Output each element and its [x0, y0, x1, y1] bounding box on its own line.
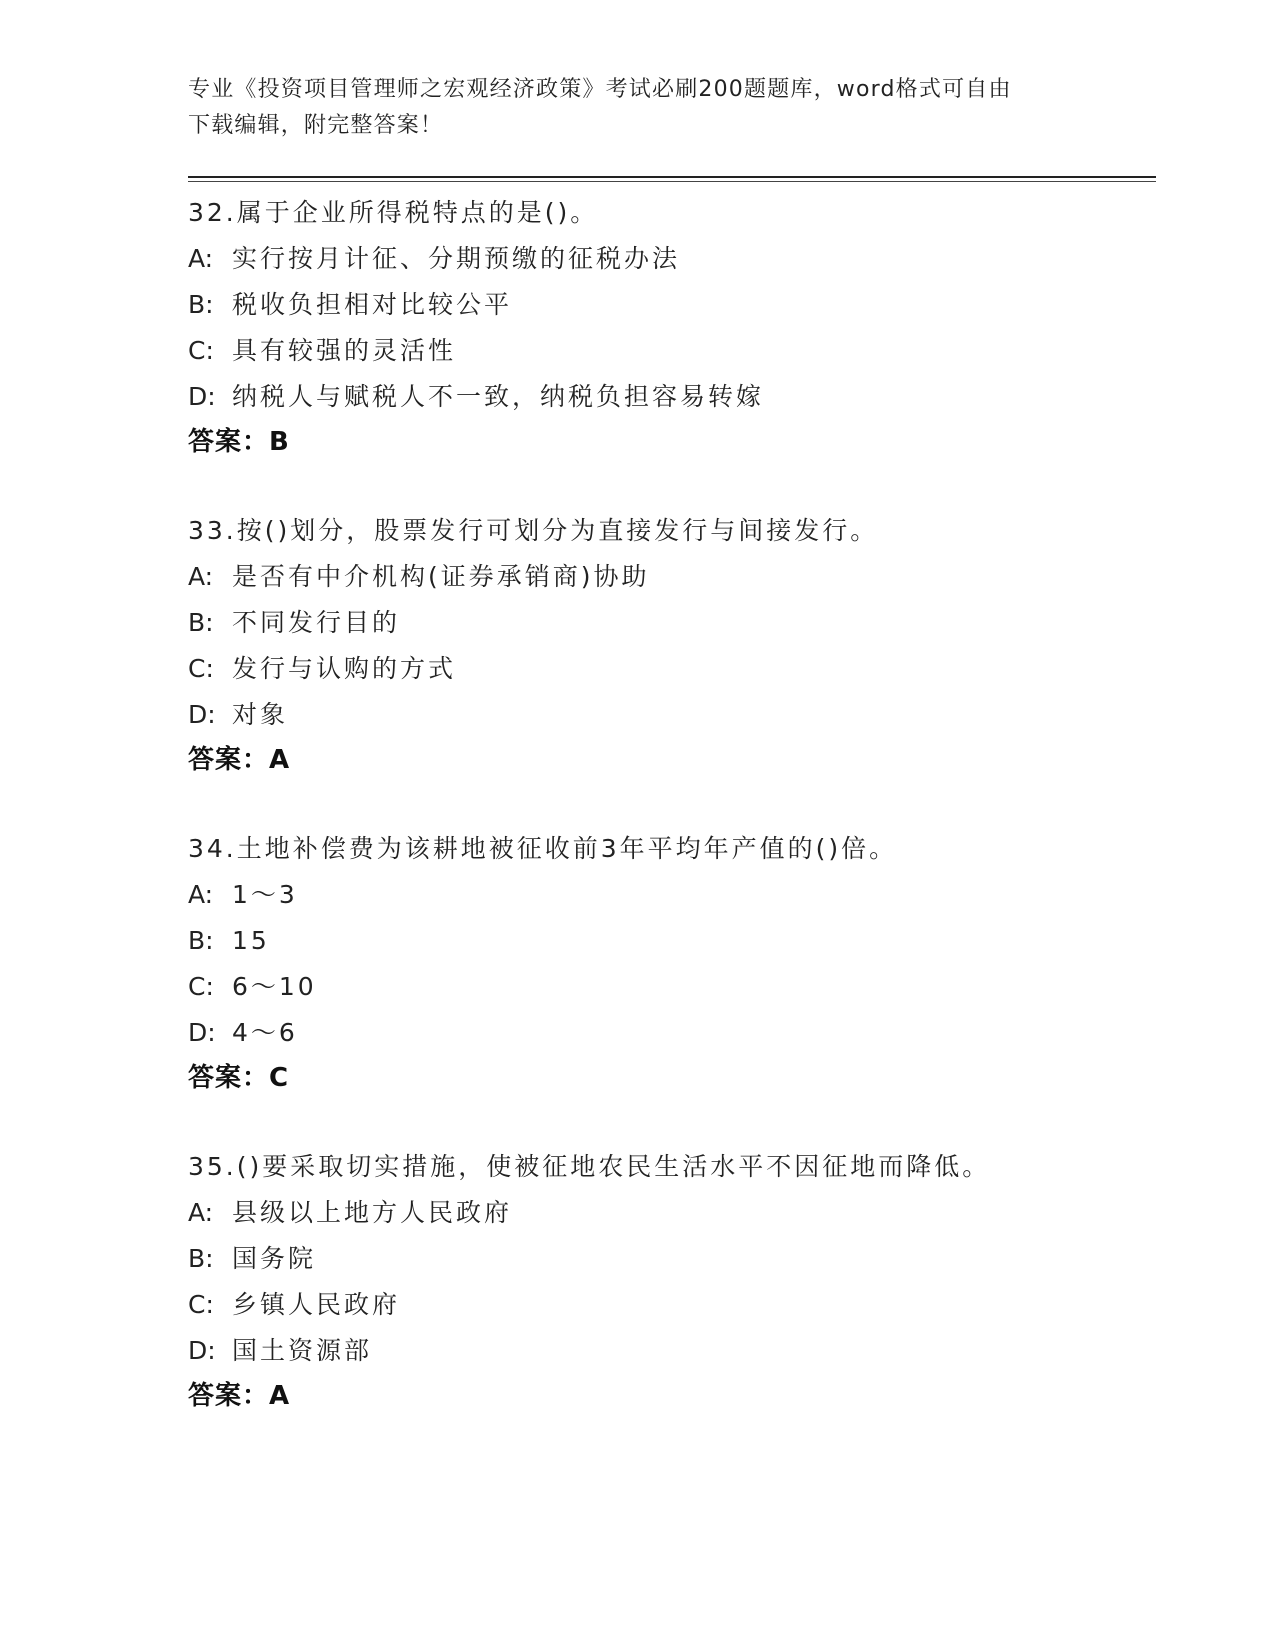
option-text: 1～3 — [232, 880, 298, 909]
option-letter: A: — [188, 880, 214, 909]
question-stem: 32.属于企业所得税特点的是()。 — [188, 198, 599, 227]
header-divider — [188, 176, 1156, 178]
document-header — [188, 72, 1078, 144]
option-text: 15 — [232, 926, 270, 955]
option-text: 是否有中介机构(证券承销商)协助 — [232, 562, 650, 591]
question-stem: 33.按()划分，股票发行可划分为直接发行与间接发行。 — [188, 516, 879, 545]
option-d — [188, 1010, 1148, 1056]
option-letter: A: — [188, 1198, 214, 1227]
option-text: 国务院 — [232, 1244, 317, 1273]
option-text: 国土资源部 — [232, 1336, 373, 1365]
option-b — [188, 1236, 1148, 1282]
option-b — [188, 282, 1148, 328]
option-letter: A: — [188, 562, 214, 591]
option-text: 4～6 — [232, 1018, 298, 1047]
option-letter: C: — [188, 336, 214, 365]
option-text: 乡镇人民政府 — [232, 1290, 401, 1319]
answer-line: 答案：A — [188, 1381, 291, 1411]
option-a — [188, 236, 1148, 282]
option-d — [188, 1328, 1148, 1374]
option-text: 发行与认购的方式 — [232, 654, 457, 683]
option-letter: B: — [188, 926, 214, 955]
question-block — [188, 1144, 1148, 1418]
option-letter: D: — [188, 700, 216, 729]
answer-line: 答案：A — [188, 745, 291, 775]
option-letter: C: — [188, 654, 214, 683]
option-text: 具有较强的灵活性 — [232, 336, 457, 365]
option-a — [188, 872, 1148, 918]
question-stem: 35.()要采取切实措施，使被征地农民生活水平不因征地而降低。 — [188, 1152, 991, 1181]
option-a — [188, 1190, 1148, 1236]
header-line-2: 下载编辑，附完整答案！ — [188, 113, 444, 138]
answer-line: 答案：B — [188, 427, 290, 457]
option-text: 不同发行目的 — [232, 608, 401, 637]
option-b — [188, 600, 1148, 646]
header-line-1: 专业《投资项目管理师之宏观经济政策》考试必刷200题题库，word格式可自由 — [188, 77, 1012, 102]
question-list — [188, 190, 1148, 1462]
question-block — [188, 508, 1148, 782]
option-text: 税收负担相对比较公平 — [232, 290, 513, 319]
option-c — [188, 964, 1148, 1010]
question-block — [188, 826, 1148, 1100]
option-letter: D: — [188, 382, 216, 411]
option-c — [188, 1282, 1148, 1328]
option-text: 县级以上地方人民政府 — [232, 1198, 513, 1227]
option-text: 纳税人与赋税人不一致，纳税负担容易转嫁 — [232, 382, 765, 411]
option-letter: B: — [188, 1244, 214, 1273]
option-c — [188, 646, 1148, 692]
question-stem: 34.土地补偿费为该耕地被征收前3年平均年产值的()倍。 — [188, 834, 898, 863]
option-letter: B: — [188, 608, 214, 637]
option-letter: A: — [188, 244, 214, 273]
option-letter: C: — [188, 972, 214, 1001]
option-a — [188, 554, 1148, 600]
option-d — [188, 374, 1148, 420]
option-d — [188, 692, 1148, 738]
answer-line: 答案：C — [188, 1063, 290, 1093]
option-b — [188, 918, 1148, 964]
option-c — [188, 328, 1148, 374]
option-letter: C: — [188, 1290, 214, 1319]
option-text: 对象 — [232, 700, 289, 729]
option-letter: D: — [188, 1336, 216, 1365]
option-letter: D: — [188, 1018, 216, 1047]
option-text: 实行按月计征、分期预缴的征税办法 — [232, 244, 681, 273]
option-text: 6～10 — [232, 972, 317, 1001]
option-letter: B: — [188, 290, 214, 319]
question-block — [188, 190, 1148, 464]
header-divider-secondary — [188, 181, 1156, 182]
